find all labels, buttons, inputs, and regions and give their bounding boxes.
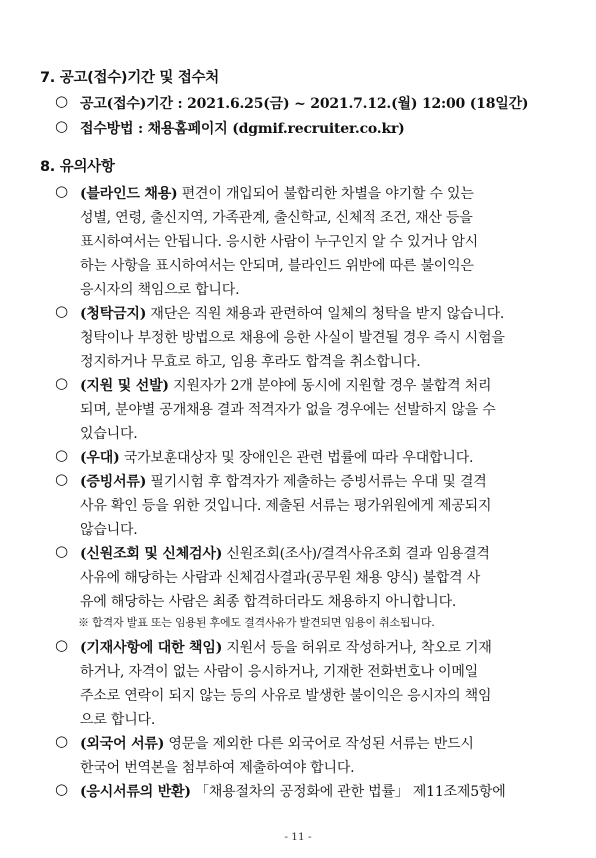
notice-heading: (지원 및 선발) [80,378,169,394]
notice-heading: (청탁금지) [80,306,147,322]
notice-documents-first-line [80,471,487,491]
notice-foreign-first-line [80,733,474,753]
notice-text: 주소로 연락이 되지 않는 등의 사유로 발생한 불이익은 응시자의 책임 [80,688,492,704]
notice-heading: (우대) [80,450,120,466]
notice-text: 한국어 번역본을 첨부하여 제출하여야 합니다. [80,760,355,776]
notice-text: 「채용절차의 공정화에 관한 법률」 제11조제5항에 [190,784,506,800]
notice-text: 않습니다. [80,522,138,538]
notice-text: 청탁이나 부정한 방법으로 채용에 응한 사실이 발견될 경우 즉시 시험을 [80,330,505,346]
notice-background-first-line [80,543,490,563]
notice-heading: (증빙서류) [80,474,147,490]
notice-text: 유에 해당하는 사람은 최종 합격하더라도 채용하지 아니합니다. [80,594,457,610]
footnote: ※ 합격자 발표 또는 임용된 후에도 결격사유가 발견되면 임용이 취소됩니다. [78,616,435,629]
notice-return-first-line [80,781,506,801]
notice-heading: (응시서류의 반환) [80,784,191,800]
bullet-icon: ○ [55,92,69,110]
notice-text: 응시자의 책임으로 합니다. [80,282,240,298]
bullet-icon: ○ [55,636,69,654]
notice-text: 성별, 연령, 출신지역, 가족관계, 출신학교, 신체적 조건, 재산 등을 [80,210,473,226]
notice-text: 정지하거나 무효로 하고, 임용 후라도 합격을 취소합니다. [80,354,421,370]
bullet-icon: ○ [55,374,69,392]
notice-text: 신원조회(조사)/결격사유조회 결과 임용결격 [222,546,490,562]
recruitment-period: 공고(접수)기간 : 2021.6.25(금) ~ 2021.7.12.(월) 12:00 (18일간) [80,96,529,112]
section-8-title: 8. 유의사항 [40,159,115,175]
bullet-icon: ○ [55,542,69,560]
notice-text: 표시하여서는 안됩니다. 응시한 사람이 누구인지 알 수 있거나 암시 [80,234,478,250]
notice-heading: (블라인드 채용) [80,186,178,202]
notice-text: 되며, 분야별 공개채용 결과 적격자가 없을 경우에는 선발하지 않을 수 [80,402,496,418]
notice-text: 하는 사항을 표시하여서는 안되며, 블라인드 위반에 따른 불이익은 [80,258,474,274]
bullet-icon: ○ [55,302,69,320]
notice-text: 하거나, 자격이 없는 사람이 응시하거나, 기재한 전화번호나 이메일 [80,664,478,680]
notice-solicitation-first-line [80,303,504,323]
notice-text: 재단은 직원 채용과 관련하여 일체의 청탁을 받지 않습니다. [146,306,505,322]
section-7-title: 7. 공고(접수)기간 및 접수처 [40,70,219,86]
notice-text: 필기시험 후 합격자가 제출하는 증빙서류는 우대 및 결격 [146,474,487,490]
notice-selection-first-line [80,375,491,395]
bullet-icon: ○ [55,446,69,464]
notice-text: 편견이 개입되어 불합리한 차별을 야기할 수 있는 [177,186,474,202]
notice-text: 으로 합니다. [80,712,156,728]
bullet-icon: ○ [55,732,69,750]
notice-responsibility-first-line [80,637,492,657]
bullet-icon: ○ [55,470,69,488]
page-number: - 11 - [284,831,312,843]
bullet-icon: ○ [55,780,69,798]
notice-heading: (신원조회 및 신체검사) [80,546,223,562]
notice-text: 국가보훈대상자 및 장애인은 관련 법률에 따라 우대합니다. [119,450,474,466]
notice-text: 지원자가 2개 분야에 동시에 지원할 경우 불합격 처리 [168,378,492,394]
notice-heading: (외국어 서류) [80,736,165,752]
notice-heading: (기재사항에 대한 책임) [80,640,223,656]
bullet-icon: ○ [55,117,69,135]
notice-blind-first-line [80,183,474,203]
application-method: 접수방법 : 채용홈페이지 (dgmif.recruiter.co.kr) [80,121,405,137]
notice-text: 지원서 등을 허위로 작성하거나, 착오로 기재 [222,640,492,656]
notice-text: 사유 확인 등을 위한 것입니다. 제출된 서류는 평가위원에게 제공되지 [80,498,492,514]
bullet-icon: ○ [55,182,69,200]
notice-preference-line [80,447,473,467]
notice-text: 있습니다. [80,426,138,442]
notice-text: 영문을 제외한 다른 외국어로 작성된 서류는 반드시 [164,736,474,752]
notice-text: 사유에 해당하는 사람과 신체검사결과(공무원 채용 양식) 불합격 사 [80,570,481,586]
